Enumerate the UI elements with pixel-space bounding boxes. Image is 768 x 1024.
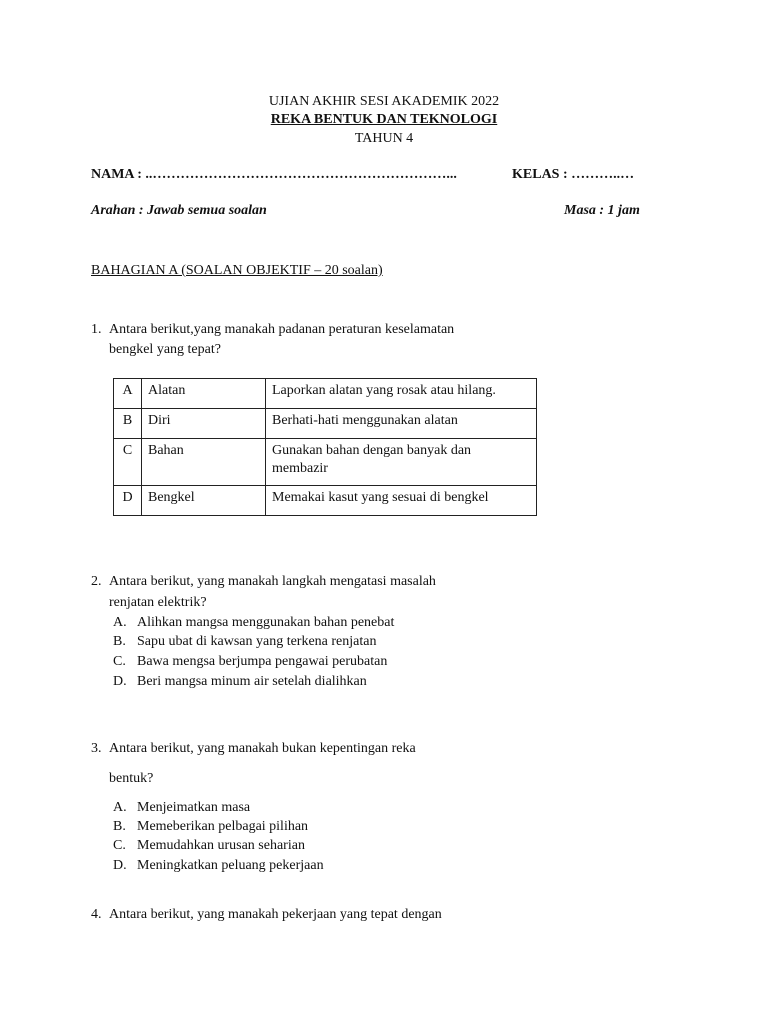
table-cell-item: Bahan: [142, 439, 266, 486]
table-row: [114, 439, 537, 486]
table-cell-rule: Laporkan alatan yang rosak atau hilang.: [266, 379, 537, 409]
option-letter: A.: [113, 800, 127, 815]
section-title: BAHAGIAN A (SOALAN OBJEKTIF – 20 soalan): [91, 263, 383, 278]
option-letter: A.: [113, 615, 127, 630]
answer-option: [113, 800, 250, 816]
table-row: [114, 486, 537, 516]
answer-option: [113, 858, 324, 874]
question-number: 4.: [91, 907, 102, 922]
question-number: 3.: [91, 741, 102, 756]
answer-option: [113, 634, 376, 650]
answer-option: [113, 819, 308, 835]
question-text: Antara berikut,yang manakah padanan peraturan keselamatan: [109, 322, 455, 337]
table-cell-letter: D: [114, 486, 142, 516]
option-letter: C.: [113, 838, 126, 853]
name-field: NAMA : ..………………………………………………………...: [91, 167, 457, 182]
year-label: TAHUN 4: [354, 131, 414, 146]
question-text: Antara berikut, yang manakah bukan kepentingan reka: [109, 741, 416, 756]
option-text: Menjeimatkan masa: [137, 800, 251, 815]
question-text: renjatan elektrik?: [109, 595, 207, 610]
table-cell-letter: C: [114, 439, 142, 486]
question-text: bentuk?: [109, 771, 154, 786]
instructions-text: Arahan : Jawab semua soalan: [91, 203, 267, 218]
option-text: Alihkan mangsa menggunakan bahan penebat: [137, 615, 395, 630]
option-letter: B.: [113, 819, 126, 834]
table-cell-item: Diri: [142, 409, 266, 439]
table-row: [114, 409, 537, 439]
question-text: Antara berikut, yang manakah langkah mengatasi masalah: [109, 574, 436, 589]
table-cell-item: Bengkel: [142, 486, 266, 516]
question-number: 1.: [91, 322, 102, 337]
option-text: Memeberikan pelbagai pilihan: [137, 819, 309, 834]
answer-option: [113, 674, 367, 690]
question-text: bengkel yang tepat?: [109, 342, 221, 357]
option-text: Meningkatkan peluang pekerjaan: [137, 858, 324, 873]
time-allowed: Masa : 1 jam: [564, 203, 640, 218]
answer-option: [113, 654, 387, 670]
option-letter: B.: [113, 634, 126, 649]
table-cell-rule: Memakai kasut yang sesuai di bengkel: [266, 486, 537, 516]
exam-title: UJIAN AKHIR SESI AKADEMIK 2022: [268, 94, 500, 109]
table-cell-letter: B: [114, 409, 142, 439]
question-number: 2.: [91, 574, 102, 589]
answer-option: [113, 838, 305, 854]
option-text: Memudahkan urusan seharian: [137, 838, 305, 853]
answer-option: [113, 615, 394, 631]
option-letter: C.: [113, 654, 126, 669]
safety-rules-table: [113, 378, 537, 516]
option-letter: D.: [113, 674, 127, 689]
table-cell-rule: Berhati-hati menggunakan alatan: [266, 409, 537, 439]
table-cell-rule: Gunakan bahan dengan banyak dan membazir: [266, 439, 537, 486]
option-text: Beri mangsa minum air setelah dialihkan: [137, 674, 367, 689]
table-cell-letter: A: [114, 379, 142, 409]
subject-title: REKA BENTUK DAN TEKNOLOGI: [270, 112, 498, 127]
question-text: Antara berikut, yang manakah pekerjaan yang tepat dengan: [109, 907, 442, 922]
option-text: Bawa mengsa berjumpa pengawai perubatan: [137, 654, 388, 669]
class-field: KELAS : ………..…: [512, 167, 635, 182]
option-text: Sapu ubat di kawsan yang terkena renjatan: [137, 634, 377, 649]
option-letter: D.: [113, 858, 127, 873]
table-cell-item: Alatan: [142, 379, 266, 409]
table-row: [114, 379, 537, 409]
